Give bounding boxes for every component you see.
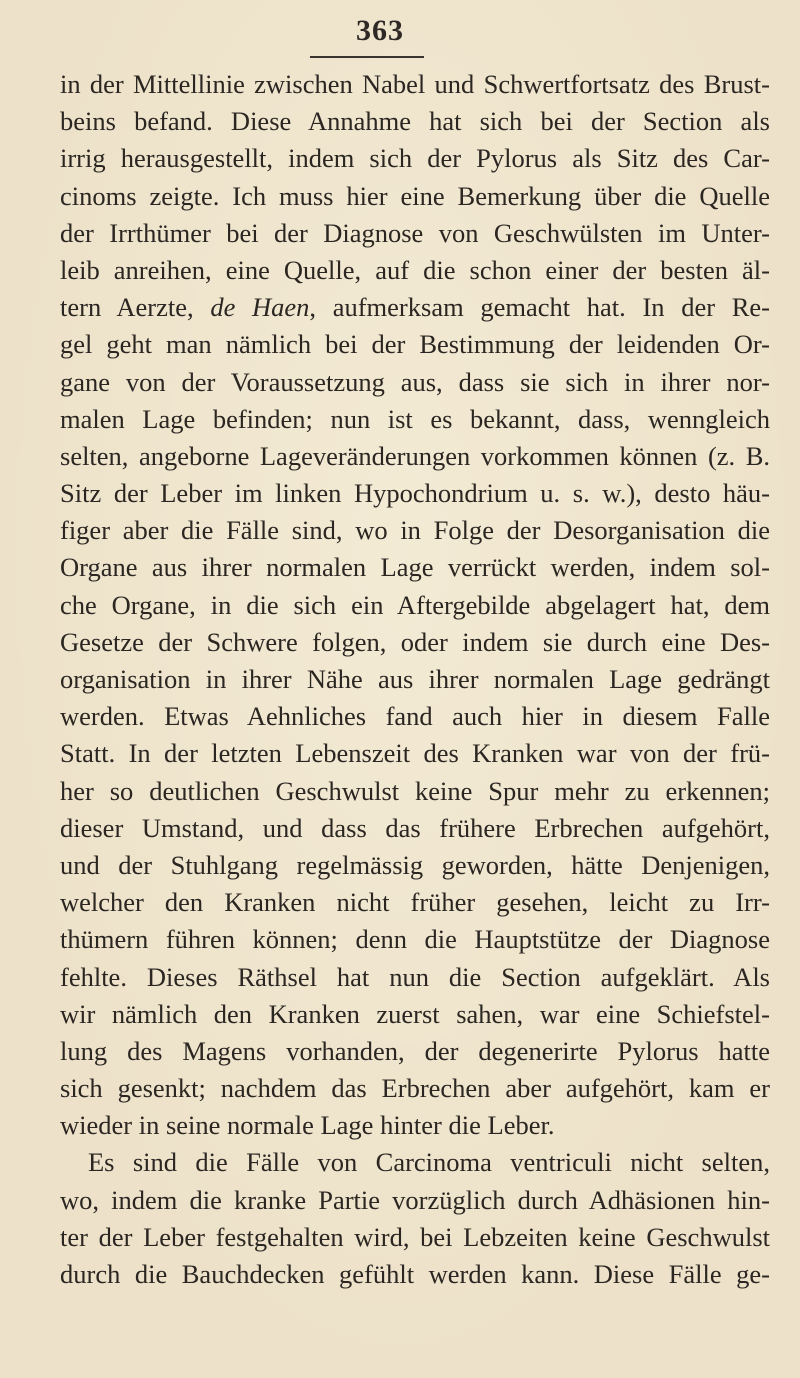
text-line-24: thümern führen können; denn die Hauptstütze der Diagnose [60,924,770,955]
text-line-14: Organe aus ihrer normalen Lage verrückt werden, indem sol- [60,552,770,583]
text-line-31: wo, indem die kranke Partie vorzüglich durch Adhäsionen hin- [60,1184,770,1215]
text-line-22: und der Stuhlgang regelmässig geworden, hätte Denjenigen, [60,849,770,880]
text-line-32: ter der Leber festgehalten wird, bei Lebzeiten keine Geschwulst [60,1221,770,1252]
page-number: 363 [356,14,404,47]
text-line-7-before: tern Aerzte, [60,292,211,323]
text-line-4: cinoms zeigte. Ich muss hier eine Bemerkung über die Quelle [60,180,770,211]
text-line-7 [60,289,770,326]
text-line-9: gane von der Voraussetzung aus, dass sie sich in ihrer nor- [60,366,770,397]
text-line-20: her so deutlichen Geschwulst keine Spur mehr zu erkennen; [60,775,770,806]
text-line-23: welcher den Kranken nicht früher gesehen, leicht zu Irr- [60,887,770,918]
page-number-rule [310,56,424,58]
text-line-5: der Irrthümer bei der Diagnose von Geschwülsten im Unter- [60,217,770,248]
text-line-12: Sitz der Leber im linken Hypochondrium u. s. w.), desto häu- [60,478,770,509]
text-line-10: malen Lage befinden; nun ist es bekannt, dass, wenngleich [60,403,770,434]
text-line-19: Statt. In der letzten Lebenszeit des Kranken war von der frü- [60,738,770,769]
text-line-25: fehlte. Dieses Räthsel hat nun die Section aufgeklärt. Als [60,961,770,992]
text-line-28: sich gesenkt; nachdem das Erbrechen aber aufgehört, kam er [60,1073,770,1104]
text-line-21: dieser Umstand, und dass das frühere Erbrechen aufgehört, [60,812,770,843]
text-line-1: in der Mittellinie zwischen Nabel und Schwertfortsatz des Brust- [60,69,770,99]
text-line-3: irrig herausgestellt, indem sich der Pylorus als Sitz des Car- [60,143,770,174]
text-line-29: wieder in seine normale Lage hinter die Leber. [60,1110,555,1141]
text-line-27: lung des Magens vorhanden, der degenerirte Pylorus hatte [60,1035,770,1066]
text-line-16: Gesetze der Schwere folgen, oder indem sie durch eine Des- [60,626,770,657]
text-line-2: beins befand. Diese Annahme hat sich bei der Section als [60,106,770,137]
text-line-11: selten, angeborne Lageveränderungen vorkommen können (z. B. [60,440,770,471]
body-text [60,66,770,1293]
text-line-13: figer aber die Fälle sind, wo in Folge der Desorganisation die [60,515,770,546]
text-line-7-after: , aufmerksam gemacht hat. In der Re- [309,292,770,323]
text-line-18: werden. Etwas Aehnliches fand auch hier in diesem Falle [60,701,770,732]
text-line-6: leib anreihen, eine Quelle, auf die schon einer der besten äl- [60,254,770,285]
author-name-de-haen: de Haen [210,292,310,323]
text-line-30: Es sind die Fälle von Carcinoma ventriculi nicht selten, [88,1147,770,1178]
text-line-17: organisation in ihrer Nähe aus ihrer normalen Lage gedrängt [60,664,770,694]
text-line-15: che Organe, in die sich ein Aftergebilde abgelagert hat, dem [60,589,770,620]
text-line-8: gel geht man nämlich bei der Bestimmung der leidenden Or- [60,329,770,360]
text-line-26: wir nämlich den Kranken zuerst sahen, war eine Schiefstel- [60,998,770,1029]
text-line-33: durch die Bauchdecken gefühlt werden kann. Diese Fälle ge- [60,1259,770,1289]
